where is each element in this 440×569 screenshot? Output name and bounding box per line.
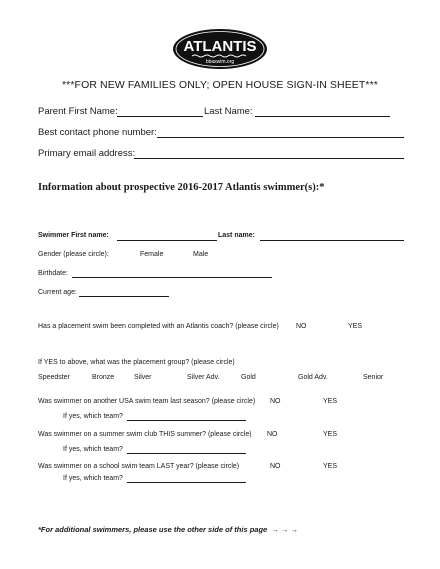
footer-note: [38, 525, 298, 534]
team-option-yes[interactable]: YES: [323, 463, 338, 470]
section-heading: Information about prospective 2016-2017 Atlantis swimmer(s):*: [38, 182, 325, 193]
team-followup-field[interactable]: [127, 420, 246, 421]
team-followup-label: If yes, which team?: [63, 475, 123, 482]
team-option-no[interactable]: NO: [270, 463, 281, 470]
birthdate-label: Birthdate:: [38, 270, 68, 277]
parent-first-name-label: Parent First Name:: [38, 106, 118, 117]
swimmer-first-name-field[interactable]: [117, 240, 217, 241]
phone-label: Best contact phone number:: [38, 127, 157, 138]
group-option-speedster[interactable]: Speedster: [38, 374, 70, 381]
gender-label: Gender (please circle):: [38, 251, 109, 258]
parent-last-name-field[interactable]: [255, 116, 390, 117]
team-question: Was swimmer on a school swim team LAST year? (please circle): [38, 463, 240, 470]
swimmer-first-name-label: Swimmer First name:: [38, 232, 109, 239]
swimmer-last-name-label: Last name:: [218, 232, 255, 239]
team-followup-field[interactable]: [127, 482, 246, 483]
phone-field[interactable]: [157, 137, 404, 138]
team-option-no[interactable]: NO: [270, 398, 281, 405]
current-age-label: Current age:: [38, 289, 77, 296]
birthdate-field[interactable]: [72, 277, 272, 278]
swimmer-last-name-field[interactable]: [260, 240, 404, 241]
placement-option-no[interactable]: NO: [296, 323, 307, 330]
footer-arrows: → → →: [271, 525, 298, 534]
team-followup-label: If yes, which team?: [63, 413, 123, 420]
group-option-silver[interactable]: Silver: [134, 374, 152, 381]
parent-first-name-field[interactable]: [117, 116, 203, 117]
email-field[interactable]: [134, 158, 404, 159]
atlantis-logo: [172, 28, 268, 70]
placement-option-yes[interactable]: YES: [348, 323, 363, 330]
team-option-no[interactable]: NO: [267, 431, 278, 438]
placement-group-question: If YES to above, what was the placement group? (please circle): [38, 359, 235, 366]
gender-option-female[interactable]: Female: [140, 251, 164, 258]
team-option-yes[interactable]: YES: [323, 398, 338, 405]
footer-note-text: *For additional swimmers, please use the other side of this page: [38, 525, 268, 534]
team-option-yes[interactable]: YES: [323, 431, 338, 438]
team-question: Was swimmer on another USA swim team last season? (please circle): [38, 398, 256, 405]
team-followup-field[interactable]: [127, 453, 246, 454]
sheet-title: ***FOR NEW FAMILIES ONLY; OPEN HOUSE SIGN-IN SHEET***: [62, 79, 378, 91]
team-followup-label: If yes, which team?: [63, 446, 123, 453]
gender-option-male[interactable]: Male: [193, 251, 209, 258]
logo-url: bbaswim.org: [205, 59, 235, 65]
group-option-gold[interactable]: Gold: [241, 374, 256, 381]
email-label: Primary email address:: [38, 148, 136, 159]
parent-last-name-label: Last Name:: [204, 106, 253, 117]
atlantis-logo-graphic: [172, 28, 268, 70]
group-option-gold-adv[interactable]: Gold Adv.: [298, 374, 328, 381]
current-age-field[interactable]: [79, 296, 169, 297]
group-option-silver-adv[interactable]: Silver Adv.: [187, 374, 220, 381]
team-question: Was swimmer on a summer swim club THIS summer? (please circle): [38, 431, 252, 438]
logo-name: ATLANTIS: [183, 38, 257, 55]
group-option-bronze[interactable]: Bronze: [92, 374, 115, 381]
placement-question: Has a placement swim been completed with an Atlantis coach? (please circle): [38, 323, 279, 330]
group-option-senior[interactable]: Senior: [363, 374, 384, 381]
